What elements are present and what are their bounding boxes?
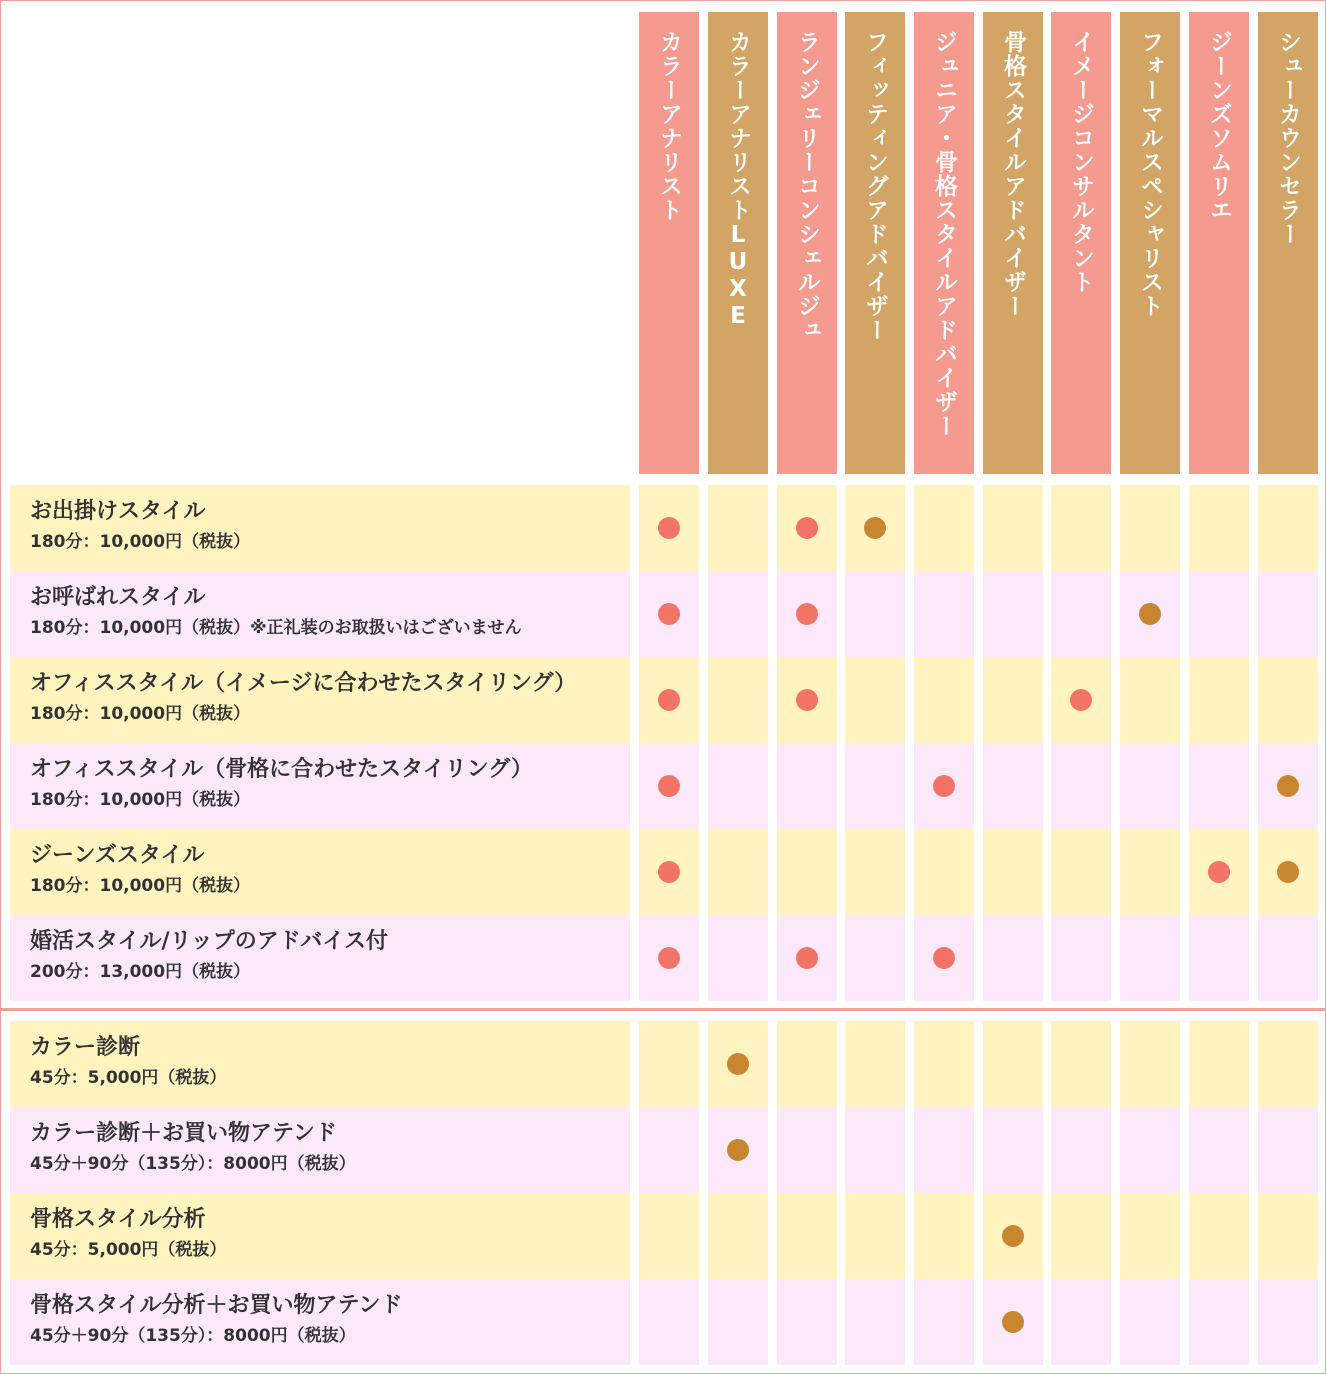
availability-cell (1051, 829, 1111, 915)
course-detail: 45分：5,000円（税抜） (30, 1240, 227, 1260)
availability-cell (1258, 829, 1318, 915)
available-dot-icon (658, 861, 680, 883)
column-header (1258, 12, 1318, 474)
availability-cell (983, 657, 1043, 743)
availability-cell (983, 1193, 1043, 1279)
column-header-label: フィッティングアドバイザー (862, 30, 888, 342)
table-row (0, 1107, 1326, 1193)
availability-cell (708, 571, 768, 657)
availability-cell (983, 485, 1043, 571)
course-label-cell (10, 657, 630, 743)
availability-cell (1258, 743, 1318, 829)
availability-cell (914, 571, 974, 657)
availability-cell (983, 829, 1043, 915)
availability-cell (1189, 1107, 1249, 1193)
course-detail: 45分＋90分（135分）：8000円（税抜） (30, 1154, 356, 1174)
course-detail: 180分：10,000円（税抜） (30, 532, 251, 552)
column-header-label: ジーンズソムリエ (1206, 30, 1232, 222)
available-dot-icon (727, 1053, 749, 1075)
availability-cell (777, 1107, 837, 1193)
available-dot-icon (796, 517, 818, 539)
availability-cell (845, 571, 905, 657)
availability-cell (1258, 915, 1318, 1001)
column-header-label: フォーマルスペシャリスト (1137, 30, 1163, 318)
availability-cell (1051, 1107, 1111, 1193)
availability-cell (914, 743, 974, 829)
availability-cell (639, 1107, 699, 1193)
column-header-label: ランジェリーコンシェルジュ (794, 30, 820, 342)
course-label-cell (10, 1021, 630, 1107)
availability-cell (1189, 571, 1249, 657)
availability-cell (639, 485, 699, 571)
availability-cell (845, 915, 905, 1001)
column-header (639, 12, 699, 474)
availability-cell (777, 743, 837, 829)
availability-cell (914, 829, 974, 915)
column-header-label: カラーアナリスト (656, 30, 682, 222)
course-label-cell (10, 571, 630, 657)
table-row (0, 829, 1326, 915)
availability-cell (1120, 657, 1180, 743)
course-title: オフィススタイル（骨格に合わせたスタイリング） (30, 757, 533, 782)
course-detail: 200分：13,000円（税抜） (30, 962, 251, 982)
availability-cell (1120, 571, 1180, 657)
availability-cell (914, 1021, 974, 1107)
table-row (0, 1279, 1326, 1365)
course-label-cell (10, 485, 630, 571)
availability-cell (639, 829, 699, 915)
column-header-label: シューカウンセラー (1275, 30, 1301, 246)
availability-cell (914, 915, 974, 1001)
column-header (983, 12, 1043, 474)
availability-cell (1051, 1279, 1111, 1365)
availability-cell (708, 1107, 768, 1193)
table-row (0, 1021, 1326, 1107)
availability-cell (845, 485, 905, 571)
course-detail: 180分：10,000円（税抜） (30, 790, 251, 810)
column-header (914, 12, 974, 474)
availability-cell (1120, 829, 1180, 915)
availability-cell (708, 1021, 768, 1107)
availability-cell (777, 571, 837, 657)
availability-cell (708, 485, 768, 571)
course-label-cell (10, 1279, 630, 1365)
availability-cell (914, 657, 974, 743)
availability-cell (1258, 657, 1318, 743)
availability-cell (639, 1279, 699, 1365)
availability-cell (983, 571, 1043, 657)
availability-cell (1258, 1021, 1318, 1107)
availability-cell (777, 1279, 837, 1365)
availability-cell (1120, 915, 1180, 1001)
course-title: 骨格スタイル分析＋お買い物アテンド (30, 1293, 403, 1318)
table-row (0, 915, 1326, 1001)
availability-cell (1258, 571, 1318, 657)
table-row (0, 485, 1326, 571)
availability-cell (708, 743, 768, 829)
column-header-label: ジュニア・骨格スタイルアドバイザー (931, 30, 957, 438)
available-dot-icon (1277, 775, 1299, 797)
availability-cell (1051, 485, 1111, 571)
availability-cell (845, 1021, 905, 1107)
column-header-label: カラーアナリストLUXE (725, 30, 751, 330)
course-title: ジーンズスタイル (30, 843, 205, 868)
availability-cell (845, 743, 905, 829)
availability-cell (1258, 1107, 1318, 1193)
availability-cell (845, 829, 905, 915)
availability-cell (1120, 1107, 1180, 1193)
course-title: お呼ばれスタイル (30, 585, 206, 610)
availability-cell (777, 485, 837, 571)
course-detail: 45分：5,000円（税抜） (30, 1068, 227, 1088)
available-dot-icon (1002, 1311, 1024, 1333)
availability-cell (708, 1193, 768, 1279)
course-detail: 180分：10,000円（税抜）※正礼装のお取扱いはございません (30, 618, 522, 638)
section-divider (0, 1008, 1326, 1011)
available-dot-icon (1139, 603, 1161, 625)
column-header-label: イメージコンサルタント (1068, 30, 1094, 294)
availability-cell (1189, 1193, 1249, 1279)
availability-cell (708, 1279, 768, 1365)
available-dot-icon (864, 517, 886, 539)
availability-cell (639, 1193, 699, 1279)
availability-cell (708, 829, 768, 915)
availability-cell (914, 485, 974, 571)
available-dot-icon (658, 947, 680, 969)
availability-cell (914, 1107, 974, 1193)
availability-cell (845, 657, 905, 743)
availability-cell (1051, 743, 1111, 829)
available-dot-icon (727, 1139, 749, 1161)
course-title: 婚活スタイル/リップのアドバイス付 (30, 929, 389, 954)
table-row (0, 657, 1326, 743)
course-detail: 180分：10,000円（税抜） (30, 704, 251, 724)
course-label-cell (10, 1193, 630, 1279)
course-label-cell (10, 829, 630, 915)
availability-cell (1189, 485, 1249, 571)
availability-cell (914, 1193, 974, 1279)
availability-cell (983, 1279, 1043, 1365)
column-header (1189, 12, 1249, 474)
availability-cell (1051, 657, 1111, 743)
availability-cell (639, 657, 699, 743)
course-title: オフィススタイル（イメージに合わせたスタイリング） (30, 671, 577, 696)
column-header (708, 12, 768, 474)
availability-cell (845, 1107, 905, 1193)
available-dot-icon (933, 947, 955, 969)
availability-cell (845, 1279, 905, 1365)
available-dot-icon (1208, 861, 1230, 883)
column-header (845, 12, 905, 474)
availability-cell (639, 571, 699, 657)
available-dot-icon (1277, 861, 1299, 883)
table-row (0, 1193, 1326, 1279)
availability-cell (1189, 743, 1249, 829)
availability-cell (1258, 1193, 1318, 1279)
availability-cell (845, 1193, 905, 1279)
available-dot-icon (658, 689, 680, 711)
availability-cell (639, 1021, 699, 1107)
availability-cell (1120, 1279, 1180, 1365)
availability-cell (708, 915, 768, 1001)
available-dot-icon (796, 947, 818, 969)
course-title: お出掛けスタイル (30, 499, 206, 524)
availability-cell (777, 1193, 837, 1279)
column-header (1120, 12, 1180, 474)
available-dot-icon (658, 775, 680, 797)
column-header (1051, 12, 1111, 474)
availability-cell (983, 1021, 1043, 1107)
course-label-cell (10, 1107, 630, 1193)
availability-cell (914, 1279, 974, 1365)
available-dot-icon (933, 775, 955, 797)
availability-cell (777, 915, 837, 1001)
available-dot-icon (658, 603, 680, 625)
available-dot-icon (796, 689, 818, 711)
course-title: 骨格スタイル分析 (30, 1207, 206, 1232)
availability-cell (777, 657, 837, 743)
availability-cell (1189, 657, 1249, 743)
availability-cell (1189, 829, 1249, 915)
available-dot-icon (796, 603, 818, 625)
availability-cell (1120, 1193, 1180, 1279)
availability-cell (1258, 485, 1318, 571)
course-detail: 45分＋90分（135分）：8000円（税抜） (30, 1326, 356, 1346)
availability-cell (777, 1021, 837, 1107)
availability-cell (1051, 1193, 1111, 1279)
availability-cell (1189, 1279, 1249, 1365)
course-label-cell (10, 743, 630, 829)
availability-cell (708, 657, 768, 743)
availability-cell (1189, 1021, 1249, 1107)
availability-cell (1120, 485, 1180, 571)
availability-cell (1120, 743, 1180, 829)
availability-cell (1051, 571, 1111, 657)
availability-cell (639, 743, 699, 829)
course-title: カラー診断 (30, 1035, 141, 1060)
availability-cell (983, 1107, 1043, 1193)
course-detail: 180分：10,000円（税抜） (30, 876, 251, 896)
availability-cell (1051, 915, 1111, 1001)
available-dot-icon (1070, 689, 1092, 711)
availability-cell (639, 915, 699, 1001)
availability-cell (1189, 915, 1249, 1001)
availability-cell (777, 829, 837, 915)
availability-cell (983, 743, 1043, 829)
table-row (0, 743, 1326, 829)
available-dot-icon (1002, 1225, 1024, 1247)
availability-cell (983, 915, 1043, 1001)
column-header (777, 12, 837, 474)
column-header-label: 骨格スタイルアドバイザー (1000, 30, 1026, 318)
availability-cell (1120, 1021, 1180, 1107)
course-title: カラー診断＋お買い物アテンド (30, 1121, 337, 1146)
course-label-cell (10, 915, 630, 1001)
table-row (0, 571, 1326, 657)
availability-cell (1051, 1021, 1111, 1107)
available-dot-icon (658, 517, 680, 539)
availability-cell (1258, 1279, 1318, 1365)
